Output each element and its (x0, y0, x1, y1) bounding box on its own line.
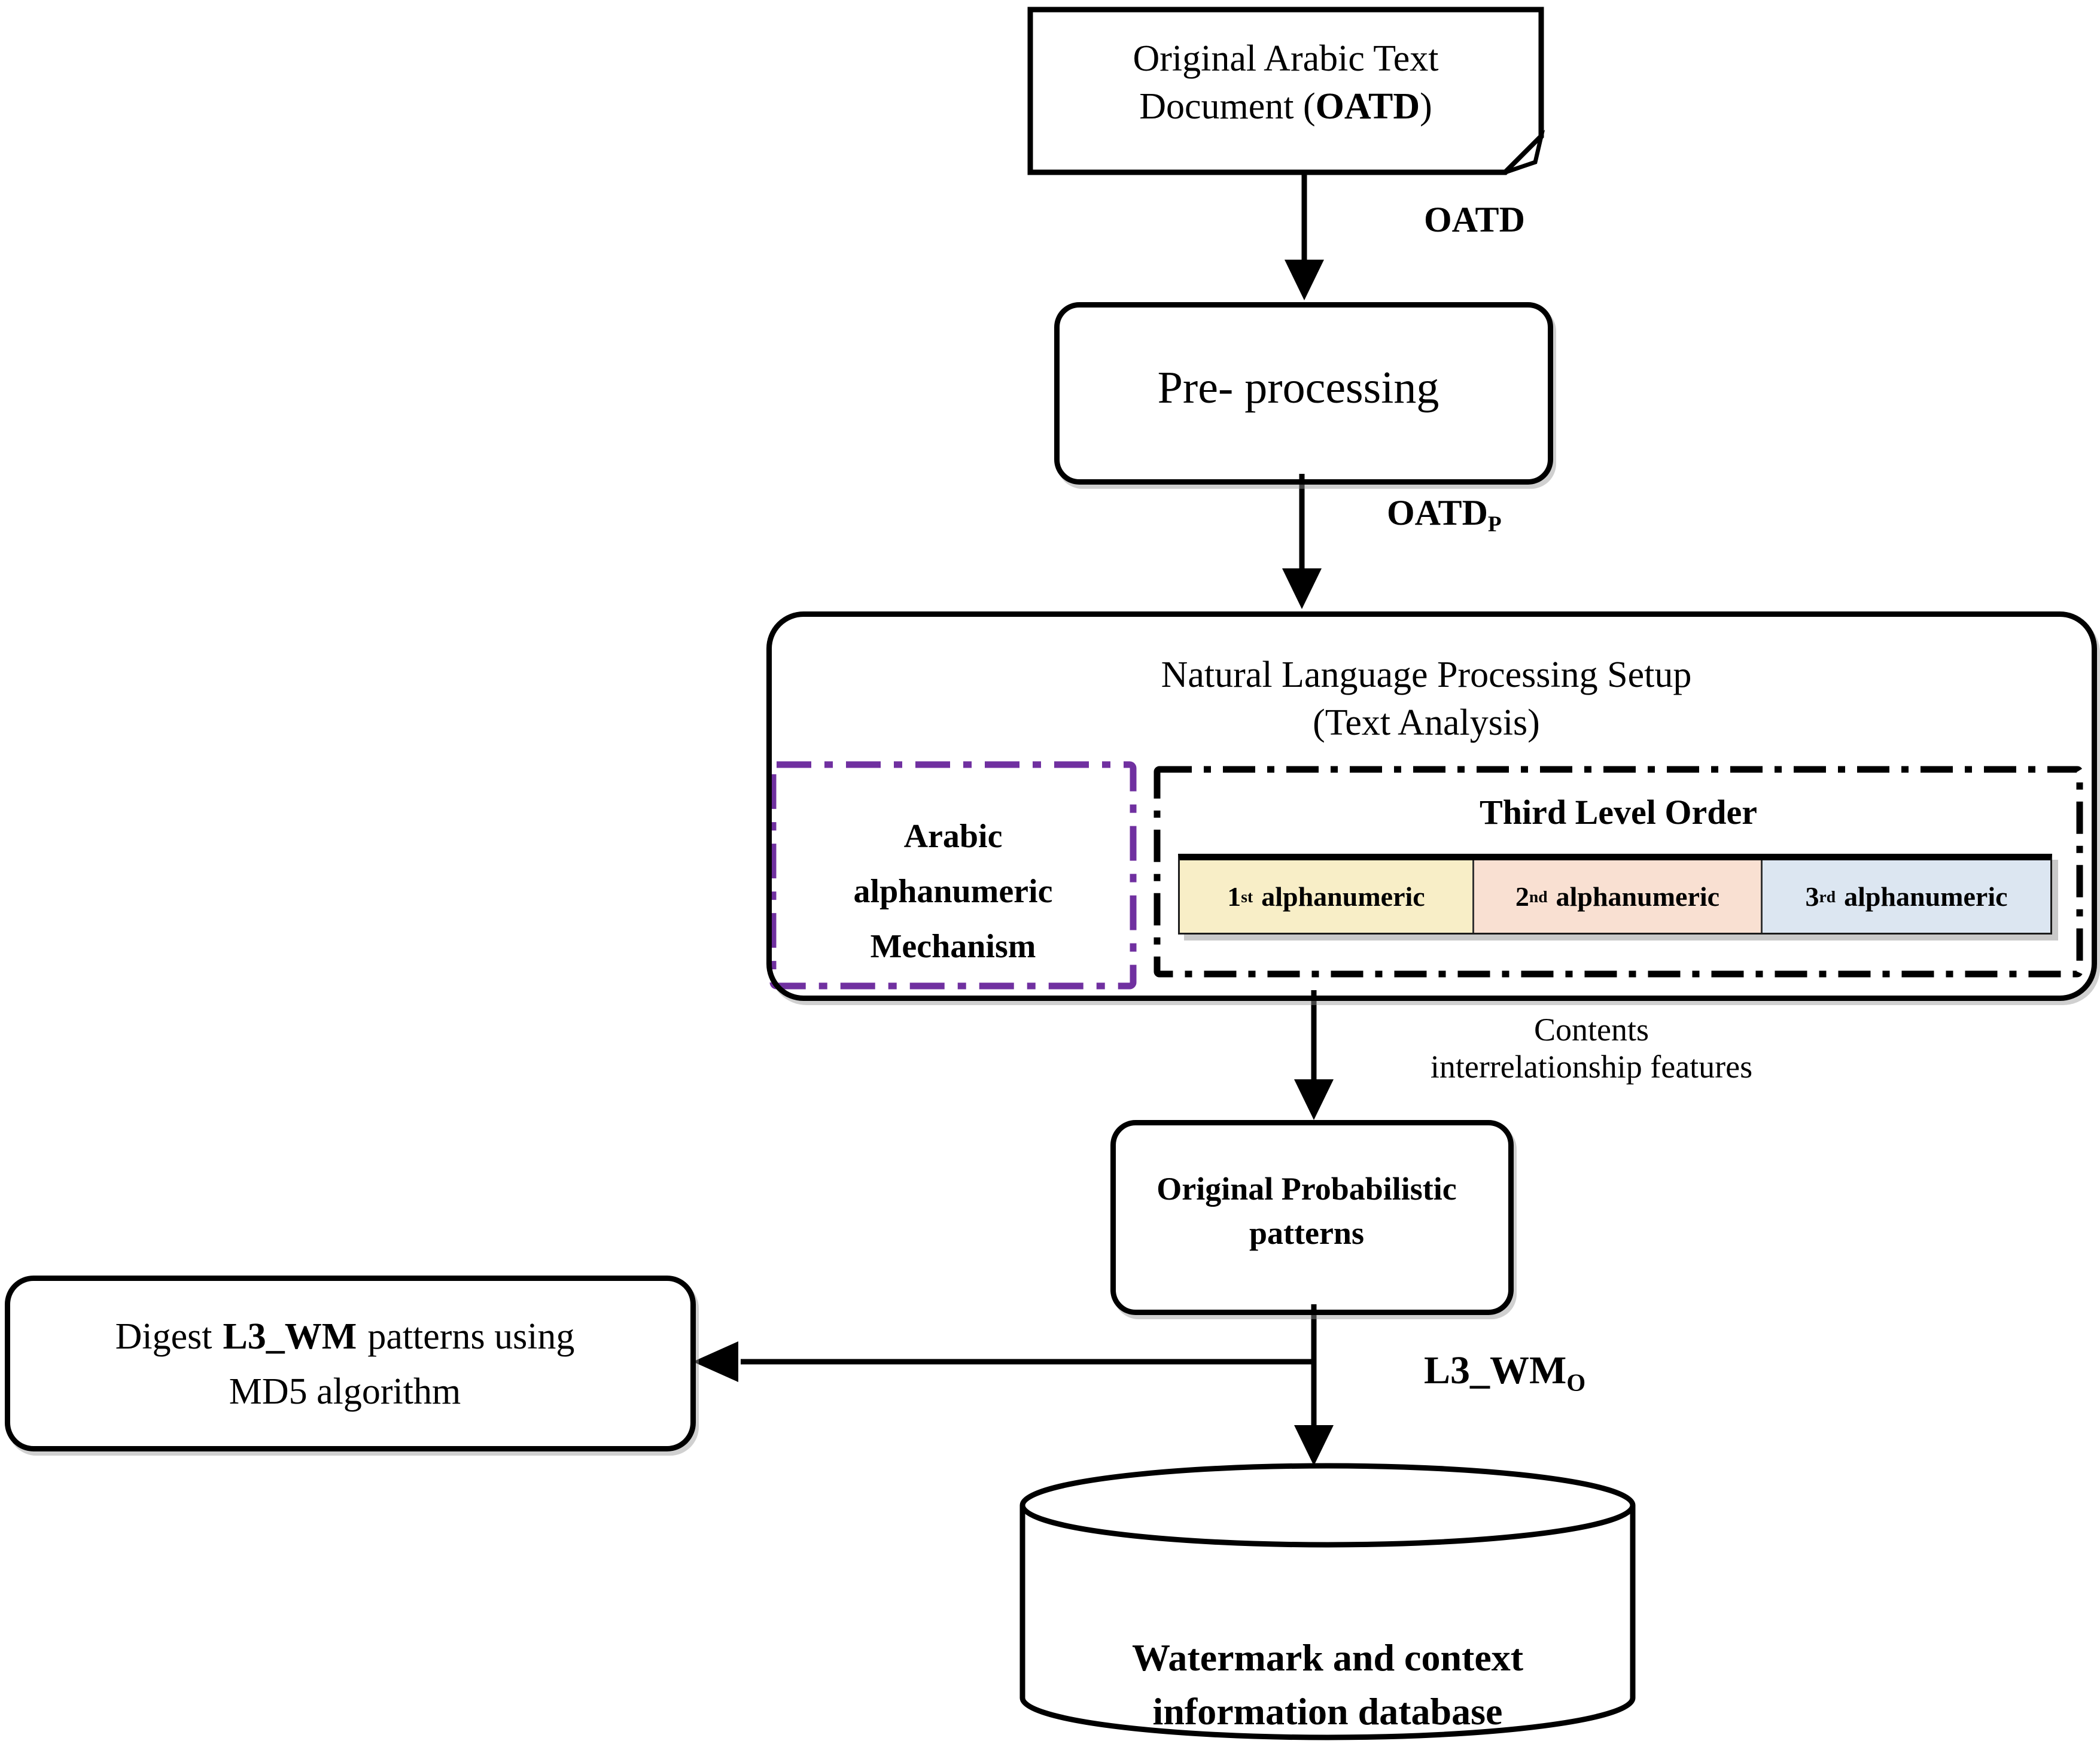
cell-1-ordinal-suffix: st (1241, 887, 1253, 906)
edge-label-oatd: OATD (1424, 200, 1525, 239)
document-label (1030, 35, 1541, 130)
cell-3-ordinal: 3 (1805, 881, 1819, 912)
document-label-line2: Document (OATD) (1139, 86, 1432, 127)
arrow-oatd-head-icon (1285, 260, 1324, 300)
cell-second-alphanumeric (1472, 860, 1761, 933)
cell-first-alphanumeric (1180, 860, 1472, 933)
cell-3-ordinal-suffix: rd (1819, 887, 1836, 906)
digest-label-line2: MD5 algorithm (229, 1371, 461, 1412)
cell-2-ordinal-suffix: nd (1529, 887, 1548, 906)
preprocessing-label: Pre- processing (1157, 363, 1439, 413)
arrow-features-head-icon (1294, 1079, 1334, 1120)
probabilistic-label: Original Probabilistic patterns (1156, 1171, 1457, 1251)
third-level-title: Third Level Order (1480, 793, 1757, 832)
edge-label-l3wm: $L3\_WM_O$ (1424, 1349, 1586, 1396)
nlp-title (766, 651, 2086, 747)
edge-label-oatdp: $OATD_P$ (1387, 493, 1502, 537)
document-label-line1: Original Arabic Text (1133, 38, 1439, 79)
cell-2-label: alphanumeric (1556, 881, 1720, 912)
third-level-cells-row (1178, 854, 2052, 935)
arrow-database-head-icon (1294, 1425, 1334, 1466)
edge-label-features: Contents interrelationship features (1430, 1012, 1753, 1085)
cell-1-ordinal: 1 (1227, 881, 1241, 912)
cell-2-ordinal: 2 (1515, 881, 1529, 912)
nlp-title-line1: Natural Language Processing Setup (1161, 655, 1692, 695)
digest-label (5, 1309, 685, 1419)
nlp-title-line2: (Text Analysis) (1313, 702, 1540, 743)
cell-third-alphanumeric (1761, 860, 2050, 933)
cell-3-label: alphanumeric (1844, 881, 2008, 912)
arabic-mechanism-label: Arabic alphanumeric Mechanism (853, 818, 1053, 965)
arrow-oatdp-head-icon (1282, 568, 1322, 609)
digest-label-line1: Digest L3_WM patterns using (115, 1316, 575, 1357)
arrow-digest-head-icon (693, 1341, 738, 1382)
cell-1-label: alphanumeric (1261, 881, 1425, 912)
database-cylinder-top (1022, 1466, 1633, 1545)
database-label: Watermark and context information database (1131, 1636, 1524, 1733)
